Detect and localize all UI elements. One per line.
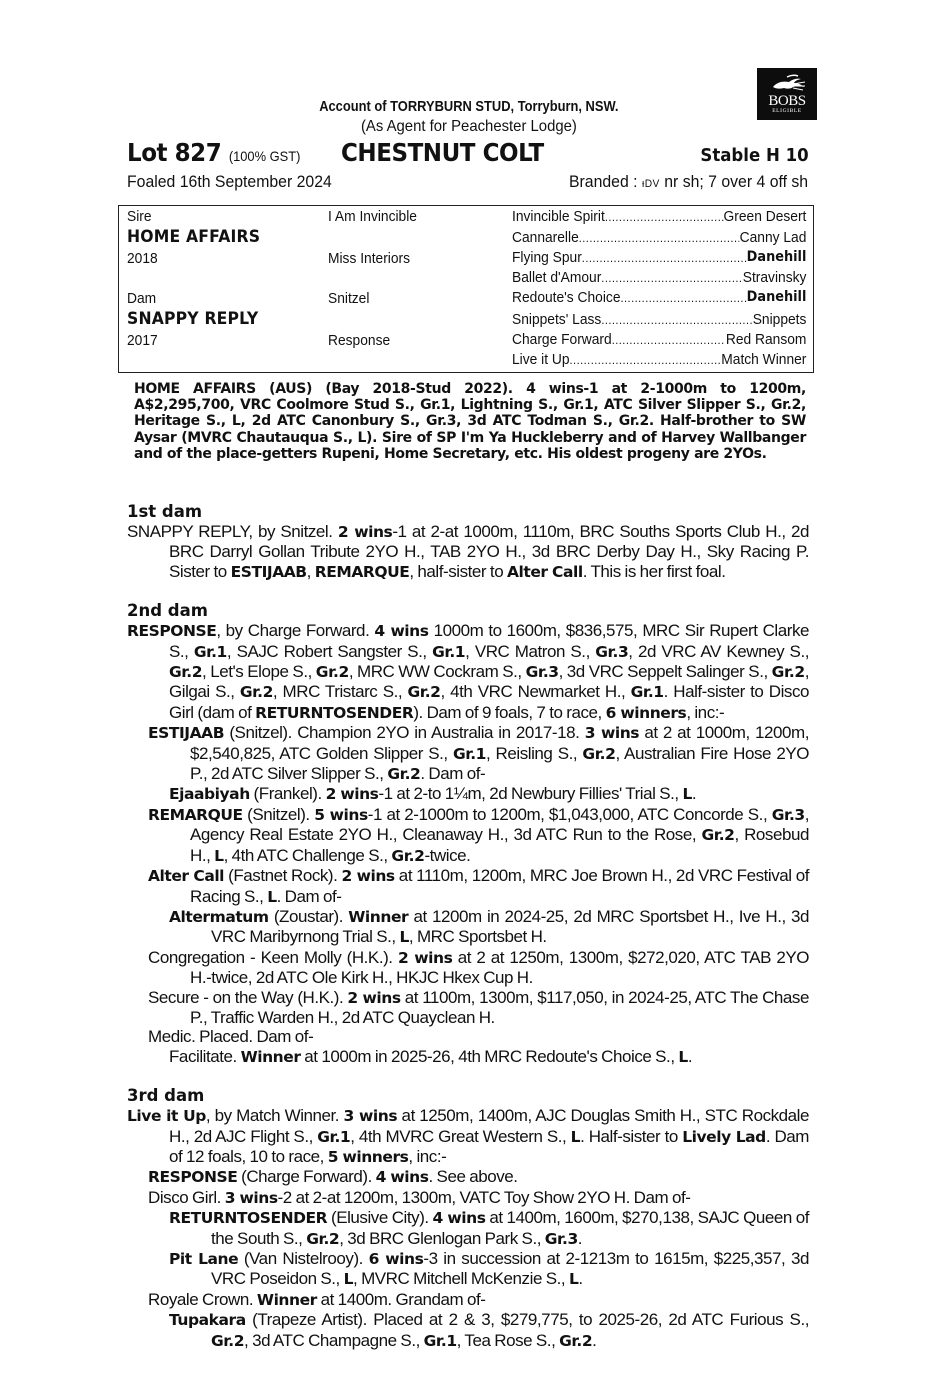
bold-text: L	[214, 846, 224, 865]
bold-text: Gr.2	[169, 663, 203, 682]
bold-text: Gr.3	[525, 663, 559, 682]
vendor-agent: (As Agent for Peachester Lodge)	[360, 118, 577, 135]
bold-text: Pit Lane	[169, 1250, 239, 1268]
bold-text: Gr.1	[630, 683, 664, 702]
pedigree-entry: RETURNTOSENDER (Elusive City). 4 wins at 1400m, 1600m, $270,138, SAJC Queen of the South S., Gr.2, 3d BRC Glenlogan Park S., Gr.3.	[169, 1208, 809, 1248]
bold-text: 4 wins	[374, 622, 429, 641]
bold-text: Lively Lad	[682, 1127, 766, 1146]
racehorse-head-icon	[767, 73, 807, 93]
bold-text: Gr.2	[407, 683, 441, 702]
pedigree-gen2-sire-dam: Miss Interiors	[328, 250, 411, 267]
bold-text: ESTIJAAB	[148, 724, 225, 743]
bold-text: Gr.2	[306, 1229, 340, 1248]
bold-text: 2 wins	[397, 948, 453, 967]
bold-text: Altermatum	[169, 907, 269, 926]
bold-text: Gr.3	[595, 642, 629, 661]
dam-pedigree-body	[127, 502, 809, 1351]
section-heading: 1st dam	[127, 502, 203, 521]
pedigree-entry: Royale Crown. Winner at 1400m. Grandam of-	[148, 1289, 486, 1309]
pedigree-entry: ESTIJAAB (Snitzel). Champion 2YO in Australia in 2017-18. 3 wins at 2 at 1000m, 1200m, $2,540,825, ATC Golden Slipper S., Gr.1, Reisling S., Gr.2, Australian Fire Hose 2YO P., 2d ATC Silver Slipper S., Gr.2. Dam of-	[148, 723, 809, 784]
bold-text: Winner	[348, 907, 409, 926]
pedigree-entry: SNAPPY REPLY, by Snitzel. 2 wins-1 at 2-at 1000m, 1110m, BRC Souths Sports Club H., 2d BRC Darryl Gollan Tribute 2YO H., TAB 2YO H., 3d BRC Derby Day H., Sky Racing P. Sister to ESTIJAAB, REMARQUE, half-sister to Alter Call. This is her first foal.	[127, 522, 810, 581]
bold-text: ESTIJAAB	[230, 562, 307, 581]
sire-name: HOME AFFAIRS	[127, 227, 261, 247]
bold-text: 2 wins	[347, 988, 401, 1007]
pedigree-gen2-sire-sire: I Am Invincible	[328, 208, 417, 225]
bold-text: 3 wins	[224, 1188, 278, 1207]
pedigree-entry: RESPONSE, by Charge Forward. 4 wins 1000m to 1600m, $836,575, MRC Sir Rupert Clarke S., Gr.1, SAJC Robert Sangster S., Gr.1, VRC Matron S., Gr.3, 2d VRC AV Kewney S., Gr.2, Let's Elope S., Gr.2, MRC WW Cockram S., Gr.3, 3d VRC Seppelt Salinger S., Gr.2, Gilgai S., Gr.2, MRC Tristarc S., Gr.2, 4th VRC Newmarket H., Gr.1. Half-sister to Disco Girl (dam of RETURNTOSENDER). Dam of 9 foals, 7 to race, 6 winners, inc:-	[127, 621, 810, 722]
pedigree-entry: RESPONSE (Charge Forward). 4 wins. See above.	[148, 1167, 518, 1187]
pedigree-gen3-row: Invincible Spirit ..... Green Desert	[512, 208, 806, 228]
pedigree-gen3-row: Flying Spur ..... Danehill	[512, 249, 806, 269]
bold-text: Gr.2	[559, 1331, 593, 1350]
bold-text: Gr.2	[391, 846, 425, 865]
bold-text: Gr.1	[423, 1331, 457, 1350]
branded-label: Branded :	[568, 172, 642, 191]
sire-label: Sire	[127, 208, 152, 225]
bold-text: Ejaabiyah	[169, 785, 250, 804]
pedigree-entry: Secure - on the Way (H.K.). 2 wins at 1100m, 1300m, $117,050, in 2024-25, ATC The Chase P., Traffic Warden H., 2d ATC Quayclean H.	[148, 987, 809, 1027]
bold-text: REMARQUE	[314, 562, 410, 581]
bold-text: Gr.2	[211, 1331, 245, 1350]
bold-text: 3 wins	[343, 1107, 398, 1126]
pedigree-entry: Live it Up, by Match Winner. 3 wins at 1250m, 1400m, AJC Douglas Smith H., STC Rockdale H., 2d AJC Flight S., Gr.1, 4th MVRC Great Western S., L. Half-sister to Lively Lad. Dam of 12 foals, 10 to race, 5 winners, inc:-	[127, 1106, 810, 1166]
logo-text-eligible: ELIGIBLE	[772, 108, 802, 114]
brand-mark-icon: ᵻDV	[641, 178, 660, 190]
bold-text: Gr.2	[771, 663, 805, 682]
bold-text: 5 wins	[314, 805, 368, 824]
bold-text: Gr.1	[193, 642, 227, 661]
bold-text: Gr.3	[544, 1229, 578, 1248]
bold-text: RETURNTOSENDER	[169, 1209, 328, 1228]
bold-text: 4 wins	[375, 1168, 429, 1187]
pedigree-gen2-dam-dam: Response	[328, 332, 391, 349]
bold-text: L	[399, 928, 409, 947]
bold-text: Alter Call	[148, 867, 225, 886]
bold-text: Gr.3	[771, 805, 805, 824]
pedigree-entry: Ejaabiyah (Frankel). 2 wins-1 at 2-to 1¼m, 2d Newbury Fillies' Trial S., L.	[169, 784, 697, 804]
bold-text: 6 wins	[368, 1250, 424, 1268]
bold-text: Gr.1	[432, 642, 466, 661]
branded-marks: nr sh; 7 over 4 off sh	[659, 172, 808, 191]
pedigree-gen3-row: Redoute's Choice ..... Danehill	[512, 289, 806, 309]
pedigree-entry: Tupakara (Trapeze Artist). Placed at 2 & 3, $279,775, to 2025-26, 2d ATC Furious S., Gr.2, 3d ATC Champagne S., Gr.1, Tea Rose S., Gr.2.	[169, 1310, 809, 1350]
bold-text: Winner	[240, 1047, 301, 1066]
bold-text: L	[570, 1127, 581, 1146]
lot-label: Lot 827	[127, 138, 222, 167]
bold-text: 4 wins	[432, 1209, 486, 1228]
lot-number	[127, 138, 300, 167]
gst-note: (100% GST)	[228, 148, 301, 164]
pedigree-gen3-row: Live it Up ..... Match Winner	[512, 351, 806, 371]
bold-text: L	[343, 1270, 354, 1289]
section-heading: 3rd dam	[127, 1086, 205, 1106]
pedigree-entry: Disco Girl. 3 wins-2 at 2-at 1200m, 1300m, VATC Toy Show 2YO H. Dam of-	[148, 1187, 691, 1207]
bold-text: L	[678, 1047, 688, 1066]
pedigree-entry: Facilitate. Winner at 1000m in 2025-26, 4th MRC Redoute's Choice S., L.	[169, 1046, 693, 1066]
bold-text: Tupakara	[169, 1311, 246, 1330]
bold-text: Gr.1	[452, 744, 487, 763]
sire-summary: HOME AFFAIRS (AUS) (Bay 2018-Stud 2022). 4 wins-1 at 2-1000m to 1200m, A$2,295,700, VRC Coolmore Stud S., Gr.1, Lightning S., Gr.1, ATC Silver Slipper S., Gr.2, Heritage S., L, 2d ATC Canonbury S., Gr.3, 3d ATC Todman S., Gr.2. Half-brother to SW Aysar (MVRC Chautauqua S., L). Sire of SP I'm Ya Huckleberry and of Harvey Wallbanger and of the place-getters Rupeni, Home Secretary, etc. His oldest progeny are 2YOs.	[134, 381, 806, 462]
section-heading: 2nd dam	[127, 601, 208, 621]
bold-text: L	[568, 1270, 579, 1289]
dam-year: 2017	[127, 332, 158, 349]
bold-text: RESPONSE	[127, 622, 217, 641]
bold-text: 2 wins	[341, 867, 395, 886]
pedigree-table	[118, 205, 814, 373]
bold-text: Gr.1	[317, 1127, 351, 1146]
sire-year: 2018	[127, 250, 158, 267]
dam-label: Dam	[127, 290, 157, 307]
foaled-date: Foaled 16th September 2024	[127, 172, 332, 191]
pedigree-gen3-row: Charge Forward ..... Red Ransom	[512, 331, 806, 351]
dam-name: SNAPPY REPLY	[127, 309, 259, 329]
bold-text: L	[267, 887, 277, 906]
bold-text: 6 winners	[605, 703, 687, 722]
pedigree-gen2-dam-sire: Snitzel	[328, 290, 370, 307]
pedigree-entry: Altermatum (Zoustar). Winner at 1200m in 2024-25, 2d MRC Sportsbet H., Ive H., 3d VRC Maribyrnong Trial S., L, MRC Sportsbet H.	[169, 906, 809, 947]
bold-text: 3 wins	[584, 724, 640, 743]
bold-text: Live it Up	[127, 1107, 206, 1126]
bold-text: Gr.2	[701, 826, 735, 845]
bold-text: REMARQUE	[148, 805, 243, 824]
brand-description	[569, 172, 808, 192]
pedigree-gen3-row: Cannarelle ..... Canny Lad	[512, 229, 806, 249]
bold-text: 2 wins	[337, 523, 393, 541]
bold-text: 2 wins	[325, 785, 379, 804]
logo-text-bobs: BOBS	[768, 93, 806, 109]
bold-text: Gr.2	[582, 744, 616, 763]
bold-text: Winner	[256, 1290, 317, 1309]
pedigree-entry: REMARQUE (Snitzel). 5 wins-1 at 2-1000m to 1200m, $1,043,000, ATC Concorde S., Gr.3, Agency Real Estate 2YO H., Cleanaway H., 3d ATC Run to the Rose, Gr.2, Rosebud H., L, 4th ATC Challenge S., Gr.2-twice.	[148, 804, 810, 865]
pedigree-entry: Pit Lane (Van Nistelrooy). 6 wins-3 in succession at 2-1213m to 1615m, $225,357, 3d VRC Poseidon S., L, MVRC Mitchell McKenzie S., L.	[169, 1249, 810, 1289]
horse-description: CHESTNUT COLT	[341, 138, 544, 167]
pedigree-entry: Congregation - Keen Molly (H.K.). 2 wins at 2 at 1250m, 1300m, $272,020, ATC TAB 2YO H.-twice, 2d ATC Ole Kirk H., HKJC Hkex Cup H.	[148, 947, 809, 988]
bold-text: Alter Call	[506, 562, 583, 581]
bold-text: 5 winners	[327, 1147, 409, 1166]
pedigree-gen3-row: Ballet d'Amour ..... Stravinsky	[512, 269, 806, 289]
stable-location: Stable H 10	[700, 145, 809, 166]
bold-text: Gr.2	[315, 663, 349, 682]
bold-text: RESPONSE	[148, 1168, 238, 1187]
bold-text: Gr.2	[239, 683, 273, 702]
pedigree-entry: Medic. Placed. Dam of-	[148, 1027, 314, 1047]
pedigree-entry: Alter Call (Fastnet Rock). 2 wins at 1110m, 1200m, MRC Joe Brown H., 2d VRC Festival of Racing S., L. Dam of-	[148, 866, 810, 906]
lot-title-line	[127, 138, 809, 170]
bold-text: Gr.2	[387, 765, 421, 784]
vendor-account: Account of TORRYBURN STUD, Torryburn, NSW.	[319, 98, 619, 115]
pedigree-gen3-row: Snippets' Lass ..... Snippets	[512, 311, 806, 331]
bold-text: L	[682, 785, 692, 804]
bold-text: RETURNTOSENDER	[255, 703, 414, 722]
